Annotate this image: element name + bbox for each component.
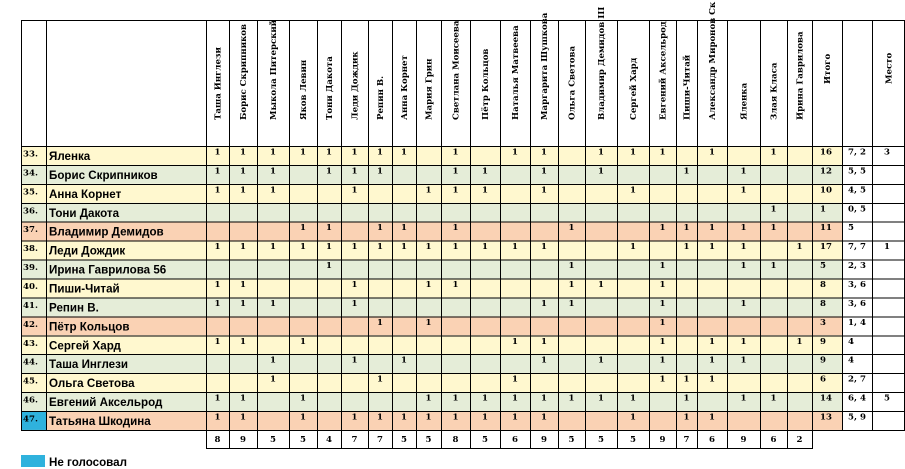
- row-number: 33.: [23, 149, 38, 160]
- vote-mark: 1: [452, 147, 459, 158]
- vote-mark: 1: [659, 223, 666, 234]
- vote-mark: 1: [377, 223, 383, 234]
- column-total: 5: [401, 434, 407, 445]
- contestant-name: Репин В.: [49, 301, 99, 315]
- column-header: Тони Дакота: [325, 56, 335, 120]
- column-header: Сергей Хард: [629, 57, 639, 120]
- column-total: 6: [512, 434, 518, 445]
- vote-mark: 1: [740, 261, 747, 272]
- row-total: 10: [820, 185, 832, 196]
- vote-mark: 1: [541, 355, 547, 366]
- vote-mark: 1: [659, 355, 666, 366]
- vote-mark: 1: [401, 242, 407, 253]
- vote-mark: 1: [270, 355, 276, 366]
- vote-mark: 1: [659, 298, 666, 309]
- vote-mark: 1: [709, 223, 715, 234]
- column-total: 5: [482, 434, 488, 445]
- row-number: 38.: [23, 244, 38, 255]
- vote-mark: 1: [683, 166, 690, 177]
- column-header: Владимир Демидов III: [597, 6, 607, 120]
- vote-mark: 1: [659, 147, 666, 158]
- legend-swatch: [21, 455, 45, 467]
- vote-mark: 1: [300, 147, 306, 158]
- vote-mark: 1: [541, 412, 547, 423]
- vote-mark: 1: [709, 374, 715, 385]
- vote-mark: 1: [351, 298, 358, 309]
- row-number: 34.: [23, 168, 38, 179]
- vote-mark: 1: [401, 147, 407, 158]
- vote-mark: 1: [425, 242, 432, 253]
- row-number: 44.: [23, 357, 38, 368]
- vote-mark: 1: [659, 336, 666, 347]
- row-total: 17: [820, 242, 832, 253]
- row-number: 47.: [23, 414, 38, 425]
- vote-mark: 1: [214, 412, 221, 423]
- vote-mark: 1: [270, 185, 276, 196]
- vote-mark: 1: [214, 279, 221, 290]
- contestant-name: Леди Дождик: [49, 244, 126, 258]
- row-total: 6: [820, 374, 826, 385]
- vote-mark: 1: [240, 242, 246, 253]
- row-score: 6, 4: [848, 393, 866, 404]
- vote-mark: 1: [512, 242, 518, 253]
- vote-mark: 1: [709, 412, 715, 423]
- vote-mark: 1: [770, 204, 777, 215]
- contestant-name: Яленка: [49, 149, 91, 163]
- column-total: 5: [630, 434, 636, 445]
- column-total: 7: [377, 434, 383, 445]
- place-header: Место: [884, 52, 895, 84]
- contestant-name: Пётр Кольцов: [49, 320, 130, 334]
- row-total: 16: [820, 147, 832, 158]
- vote-mark: 1: [425, 317, 432, 328]
- vote-mark: 1: [709, 336, 715, 347]
- vote-mark: 1: [796, 242, 803, 253]
- column-total: 7: [683, 434, 690, 445]
- column-total: 4: [326, 434, 332, 445]
- vote-mark: 1: [377, 242, 383, 253]
- vote-mark: 1: [300, 393, 306, 404]
- vote-mark: 1: [512, 393, 518, 404]
- vote-mark: 1: [770, 223, 777, 234]
- vote-mark: 1: [598, 279, 604, 290]
- vote-mark: 1: [240, 147, 246, 158]
- vote-mark: 1: [568, 298, 575, 309]
- vote-mark: 1: [452, 412, 459, 423]
- vote-mark: 1: [512, 147, 518, 158]
- contestant-name: Ольга Светова: [49, 377, 135, 391]
- vote-mark: 1: [240, 298, 246, 309]
- row-score: 2, 7: [848, 374, 866, 385]
- column-header: Анна Корнет: [400, 55, 410, 120]
- row-total: 12: [820, 166, 832, 177]
- row-score: 4, 5: [848, 185, 866, 196]
- row-total: 8: [820, 279, 826, 290]
- column-header: Репин В.: [376, 75, 386, 120]
- column-total: 5: [270, 434, 276, 445]
- row-total: 9: [820, 336, 826, 347]
- vote-mark: 1: [770, 261, 777, 272]
- row-total: 3: [820, 317, 826, 328]
- vote-mark: 1: [709, 147, 715, 158]
- vote-mark: 1: [630, 242, 636, 253]
- column-total: 9: [240, 434, 246, 445]
- column-total: 7: [351, 434, 358, 445]
- vote-mark: 1: [425, 185, 432, 196]
- vote-mark: 1: [425, 279, 432, 290]
- vote-mark: 1: [568, 223, 575, 234]
- vote-mark: 1: [326, 223, 332, 234]
- vote-mark: 1: [351, 242, 358, 253]
- column-total: 9: [740, 434, 747, 445]
- vote-mark: 1: [377, 317, 383, 328]
- row-background: [21, 203, 842, 222]
- vote-mark: 1: [270, 166, 276, 177]
- column-header: Таша Инглези: [213, 47, 224, 120]
- vote-mark: 1: [512, 374, 518, 385]
- row-score: 4: [848, 355, 854, 366]
- legend-label: Не голосовал: [49, 456, 127, 469]
- row-total: 5: [820, 261, 826, 272]
- vote-mark: 1: [452, 223, 459, 234]
- vote-mark: 1: [425, 412, 432, 423]
- row-number: 37.: [23, 225, 38, 236]
- total-header: Итого: [823, 53, 833, 84]
- column-header: Пиши-Читай: [682, 54, 693, 120]
- row-number: 46.: [23, 395, 38, 406]
- vote-mark: 1: [214, 336, 221, 347]
- row-score: 5, 5: [848, 166, 866, 177]
- vote-mark: 1: [240, 393, 246, 404]
- vote-mark: 1: [401, 412, 407, 423]
- vote-mark: 1: [452, 393, 459, 404]
- column-header: Мыкола Питерский: [269, 19, 279, 120]
- column-header: Яков Левин: [299, 59, 309, 120]
- row-score: 3, 6: [848, 298, 866, 309]
- row-background: [21, 279, 842, 298]
- vote-mark: 1: [240, 336, 246, 347]
- vote-mark: 1: [214, 393, 221, 404]
- column-header: Светлана Моисеева: [451, 20, 462, 120]
- vote-mark: 1: [351, 279, 358, 290]
- row-place: 1: [884, 242, 890, 253]
- vote-mark: 1: [326, 147, 332, 158]
- vote-mark: 1: [630, 147, 636, 158]
- vote-mark: 1: [452, 185, 459, 196]
- vote-mark: 1: [240, 412, 246, 423]
- column-header: Мария Грин: [424, 58, 435, 120]
- vote-mark: 1: [541, 166, 547, 177]
- vote-mark: 1: [214, 185, 221, 196]
- row-background: [21, 297, 842, 316]
- vote-mark: 1: [326, 261, 332, 272]
- vote-mark: 1: [512, 336, 518, 347]
- column-header: Яленка: [739, 82, 750, 120]
- row-place: 3: [884, 147, 890, 158]
- vote-mark: 1: [452, 166, 459, 177]
- row-background: [21, 146, 842, 165]
- vote-mark: 1: [482, 393, 488, 404]
- column-total: 6: [709, 434, 715, 445]
- row-total: 9: [820, 355, 826, 366]
- vote-mark: 1: [300, 242, 306, 253]
- vote-mark: 1: [740, 393, 747, 404]
- column-total: 9: [659, 434, 666, 445]
- contestant-name: Владимир Демидов: [49, 225, 164, 239]
- column-total: 5: [598, 434, 604, 445]
- vote-mark: 1: [270, 147, 276, 158]
- row-number: 43.: [23, 338, 38, 349]
- vote-mark: 1: [683, 242, 690, 253]
- row-number: 36.: [23, 206, 38, 217]
- vote-mark: 1: [683, 412, 690, 423]
- row-total: 8: [820, 298, 826, 309]
- vote-mark: 1: [351, 166, 358, 177]
- column-header: Александр Миронов Ск: [708, 1, 718, 120]
- vote-mark: 1: [630, 185, 636, 196]
- row-background: [21, 316, 842, 335]
- vote-mark: 1: [300, 223, 306, 234]
- vote-mark: 1: [326, 166, 332, 177]
- row-place: 5: [884, 393, 890, 404]
- contestant-name: Ирина Гаврилова 56: [49, 263, 167, 277]
- column-total: 2: [796, 434, 803, 445]
- vote-mark: 1: [541, 242, 547, 253]
- row-score: 3, 6: [848, 279, 866, 290]
- contestant-name: Сергей Хард: [49, 339, 121, 353]
- vote-mark: 1: [740, 223, 747, 234]
- column-header: Маргарита Шушкова: [540, 12, 550, 120]
- vote-mark: 1: [598, 147, 604, 158]
- vote-mark: 1: [270, 374, 276, 385]
- vote-mark: 1: [770, 147, 777, 158]
- vote-mark: 1: [512, 412, 518, 423]
- vote-mark: 1: [541, 298, 547, 309]
- column-total: 5: [568, 434, 575, 445]
- vote-mark: 1: [326, 242, 332, 253]
- row-score: 7, 2: [848, 147, 866, 158]
- column-header: Ольга Светова: [567, 45, 578, 120]
- row-number: 45.: [23, 376, 38, 387]
- vote-mark: 1: [740, 242, 747, 253]
- vote-mark: 1: [377, 166, 383, 177]
- column-total: 8: [214, 434, 221, 445]
- vote-mark: 1: [659, 261, 666, 272]
- vote-mark: 1: [740, 185, 747, 196]
- vote-mark: 1: [240, 185, 246, 196]
- vote-mark: 1: [683, 223, 690, 234]
- contestant-name: Татьяна Шкодина: [49, 414, 151, 428]
- row-number: 42.: [23, 319, 38, 330]
- vote-mark: 1: [401, 355, 407, 366]
- contestant-name: Анна Корнет: [49, 187, 122, 201]
- vote-mark: 1: [240, 166, 246, 177]
- vote-mark: 1: [452, 242, 459, 253]
- vote-mark: 1: [377, 412, 383, 423]
- vote-mark: 1: [482, 185, 488, 196]
- row-total: 11: [820, 223, 832, 234]
- column-total: 8: [452, 434, 459, 445]
- vote-mark: 1: [740, 355, 747, 366]
- vote-mark: 1: [740, 298, 747, 309]
- vote-mark: 1: [683, 374, 690, 385]
- column-total: 5: [425, 434, 432, 445]
- column-header: Борис Скрипников: [239, 24, 249, 120]
- row-background: [21, 373, 842, 392]
- vote-mark: 1: [270, 298, 276, 309]
- row-number: 40.: [23, 281, 38, 292]
- row-score: 5, 9: [848, 412, 866, 423]
- row-background: [21, 184, 842, 203]
- vote-mark: 1: [351, 147, 358, 158]
- vote-mark: 1: [568, 261, 575, 272]
- row-background: [21, 354, 842, 373]
- row-number: 35.: [23, 187, 38, 198]
- vote-mark: 1: [740, 336, 747, 347]
- vote-mark: 1: [541, 147, 547, 158]
- vote-mark: 1: [214, 242, 221, 253]
- vote-mark: 1: [214, 298, 221, 309]
- row-background: [21, 335, 842, 354]
- row-score: 7, 7: [848, 242, 866, 253]
- vote-mark: 1: [598, 393, 604, 404]
- vote-mark: 1: [796, 336, 803, 347]
- row-score: 1, 4: [848, 317, 866, 328]
- column-header: Наталья Матвеева: [511, 25, 521, 120]
- vote-mark: 1: [425, 393, 432, 404]
- row-total: 14: [820, 393, 832, 404]
- row-background: [21, 241, 842, 260]
- vote-mark: 1: [300, 336, 306, 347]
- row-score: 4: [848, 336, 854, 347]
- vote-mark: 1: [541, 393, 547, 404]
- row-number: 41.: [23, 300, 38, 311]
- vote-mark: 1: [598, 166, 604, 177]
- column-total: 9: [541, 434, 547, 445]
- row-score: 2, 3: [848, 261, 866, 272]
- vote-mark: 1: [401, 223, 407, 234]
- vote-mark: 1: [351, 412, 358, 423]
- vote-mark: 1: [270, 242, 276, 253]
- vote-mark: 1: [214, 147, 221, 158]
- vote-mark: 1: [568, 279, 575, 290]
- vote-mark: 1: [482, 166, 488, 177]
- vote-mark: 1: [240, 279, 246, 290]
- vote-mark: 1: [541, 336, 547, 347]
- vote-mark: 1: [770, 393, 777, 404]
- vote-mark: 1: [659, 279, 666, 290]
- vote-mark: 1: [214, 166, 221, 177]
- column-header: Леди Дождик: [350, 51, 361, 120]
- vote-mark: 1: [630, 412, 636, 423]
- vote-mark: 1: [709, 355, 715, 366]
- vote-mark: 1: [377, 147, 383, 158]
- vote-mark: 1: [482, 412, 488, 423]
- vote-mark: 1: [659, 317, 666, 328]
- column-header: Евгений Аксельрод: [658, 21, 669, 120]
- vote-mark: 1: [482, 242, 488, 253]
- contestant-name: Тони Дакота: [49, 206, 120, 220]
- vote-mark: 1: [351, 185, 358, 196]
- column-header: Злая Класа: [769, 62, 780, 120]
- row-total: 1: [820, 204, 826, 215]
- column-header: Ирина Гаврилова: [795, 31, 806, 120]
- vote-mark: 1: [452, 279, 459, 290]
- contestant-name: Евгений Аксельрод: [49, 396, 163, 410]
- row-total: 13: [820, 412, 832, 423]
- vote-mark: 1: [598, 355, 604, 366]
- vote-mark: 1: [740, 166, 747, 177]
- vote-mark: 1: [351, 355, 358, 366]
- vote-mark: 1: [300, 412, 306, 423]
- row-score: 5: [848, 223, 854, 234]
- vote-mark: 1: [377, 374, 383, 385]
- row-score: 0, 5: [848, 204, 866, 215]
- vote-mark: 1: [709, 242, 715, 253]
- row-number: 39.: [23, 263, 38, 274]
- vote-mark: 1: [630, 393, 636, 404]
- contestant-name: Таша Инглези: [49, 358, 128, 372]
- vote-mark: 1: [683, 393, 690, 404]
- contestant-name: Борис Скрипников: [49, 168, 158, 182]
- vote-mark: 1: [659, 374, 666, 385]
- vote-mark: 1: [568, 393, 575, 404]
- column-total: 5: [300, 434, 306, 445]
- vote-mark: 1: [541, 185, 547, 196]
- column-header: Пётр Кольцов: [481, 48, 491, 120]
- contestant-name: Пиши-Читай: [49, 282, 120, 296]
- column-total: 6: [770, 434, 777, 445]
